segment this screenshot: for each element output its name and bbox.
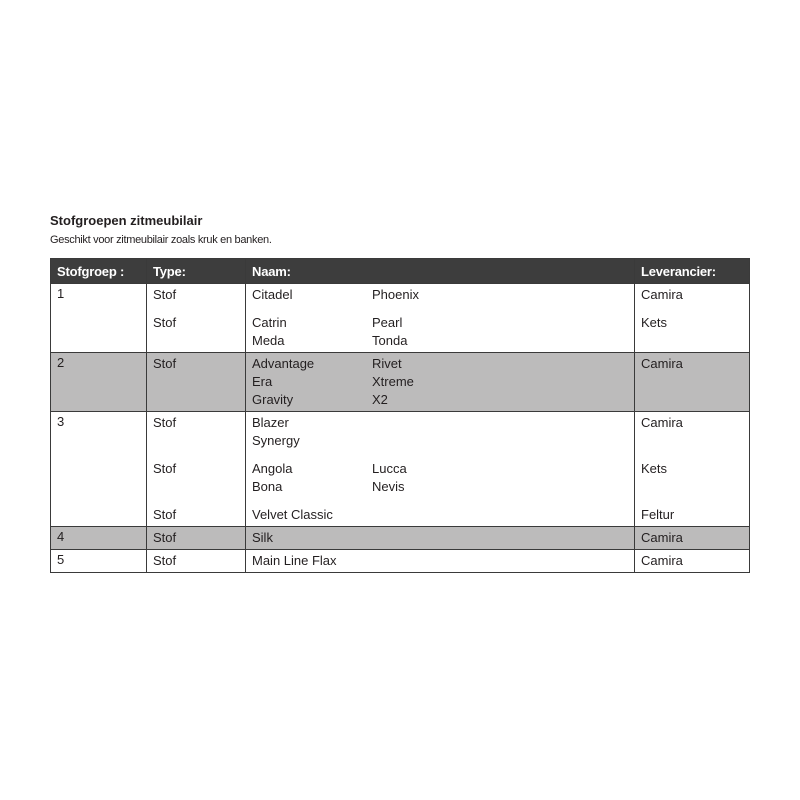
fabric-name: Bona <box>252 479 283 494</box>
fabric-name: Advantage <box>252 356 315 371</box>
supplier-cell <box>635 550 750 573</box>
name-line <box>252 432 634 450</box>
name-line <box>252 552 634 570</box>
name-line <box>252 373 634 391</box>
group-number: 1 <box>57 286 65 301</box>
fabric-name: Angola <box>252 461 293 476</box>
supplier-cell <box>635 527 750 550</box>
name-line <box>252 391 634 409</box>
group-number-cell <box>51 527 147 550</box>
fabric-name: Citadel <box>252 287 293 302</box>
group-number-cell <box>51 550 147 573</box>
type-cell <box>147 353 246 412</box>
fabric-name: Gravity <box>252 392 294 407</box>
name-line <box>252 460 634 478</box>
fabric-name: Phoenix <box>372 287 419 302</box>
supplier-name: Kets <box>641 461 668 476</box>
supplier-cell <box>635 284 750 353</box>
name-line <box>252 286 634 304</box>
name-line <box>252 506 634 524</box>
document-subtitle: Geschikt voor zitmeubilair zoals kruk en banken. <box>50 234 272 246</box>
fabric-name: Synergy <box>252 433 300 448</box>
table-row <box>51 412 750 527</box>
supplier-name: Kets <box>641 315 668 330</box>
type-cell <box>147 527 246 550</box>
fabric-groups-table <box>50 258 750 573</box>
name-cell <box>246 353 635 412</box>
table-row <box>51 550 750 573</box>
header-supplier: Leverancier: <box>635 259 750 284</box>
name-cell <box>246 550 635 573</box>
table-row <box>51 527 750 550</box>
name-cell <box>246 527 635 550</box>
group-number: 2 <box>57 355 65 370</box>
fabric-type: Stof <box>153 507 177 522</box>
name-cell <box>246 412 635 527</box>
fabric-type: Stof <box>153 315 177 330</box>
fabric-name: Era <box>252 374 273 389</box>
fabric-name: Velvet Classic <box>252 507 333 522</box>
supplier-cell <box>635 353 750 412</box>
fabric-name: Tonda <box>372 333 408 348</box>
header-group: Stofgroep : <box>51 259 147 284</box>
group-number-cell <box>51 353 147 412</box>
fabric-name: Catrin <box>252 315 287 330</box>
group-number: 5 <box>57 552 65 567</box>
type-cell <box>147 412 246 527</box>
fabric-name: Lucca <box>372 461 407 476</box>
fabric-name: Blazer <box>252 415 289 430</box>
fabric-name: Nevis <box>372 479 405 494</box>
name-line <box>252 314 634 332</box>
name-line <box>252 332 634 350</box>
fabric-name: X2 <box>372 392 388 407</box>
supplier-name: Camira <box>641 530 683 545</box>
supplier-name: Camira <box>641 287 683 302</box>
name-line <box>252 529 634 547</box>
document-title: Stofgroepen zitmeubilair <box>50 213 203 228</box>
fabric-type: Stof <box>153 461 177 476</box>
group-number: 3 <box>57 414 65 429</box>
name-line <box>252 355 634 373</box>
fabric-type: Stof <box>153 553 177 568</box>
name-line <box>252 478 634 496</box>
fabric-name: Meda <box>252 333 285 348</box>
table-header-row <box>51 259 750 284</box>
header-name: Naam: <box>246 259 635 284</box>
name-line <box>252 414 634 432</box>
fabric-type: Stof <box>153 415 177 430</box>
supplier-name: Camira <box>641 356 683 371</box>
table-row <box>51 353 750 412</box>
supplier-cell <box>635 412 750 527</box>
group-number-cell <box>51 412 147 527</box>
group-number: 4 <box>57 529 65 544</box>
fabric-type: Stof <box>153 356 177 371</box>
fabric-name: Main Line Flax <box>252 553 337 568</box>
header-type: Type: <box>147 259 246 284</box>
fabric-name: Silk <box>252 530 273 545</box>
supplier-name: Feltur <box>641 507 675 522</box>
group-number-cell <box>51 284 147 353</box>
fabric-type: Stof <box>153 287 177 302</box>
table-body <box>51 284 750 573</box>
fabric-type: Stof <box>153 530 177 545</box>
fabric-name: Pearl <box>372 315 403 330</box>
table-row <box>51 284 750 353</box>
supplier-name: Camira <box>641 415 683 430</box>
type-cell <box>147 284 246 353</box>
supplier-name: Camira <box>641 553 683 568</box>
fabric-name: Xtreme <box>372 374 414 389</box>
fabric-name: Rivet <box>372 356 402 371</box>
name-cell <box>246 284 635 353</box>
type-cell <box>147 550 246 573</box>
